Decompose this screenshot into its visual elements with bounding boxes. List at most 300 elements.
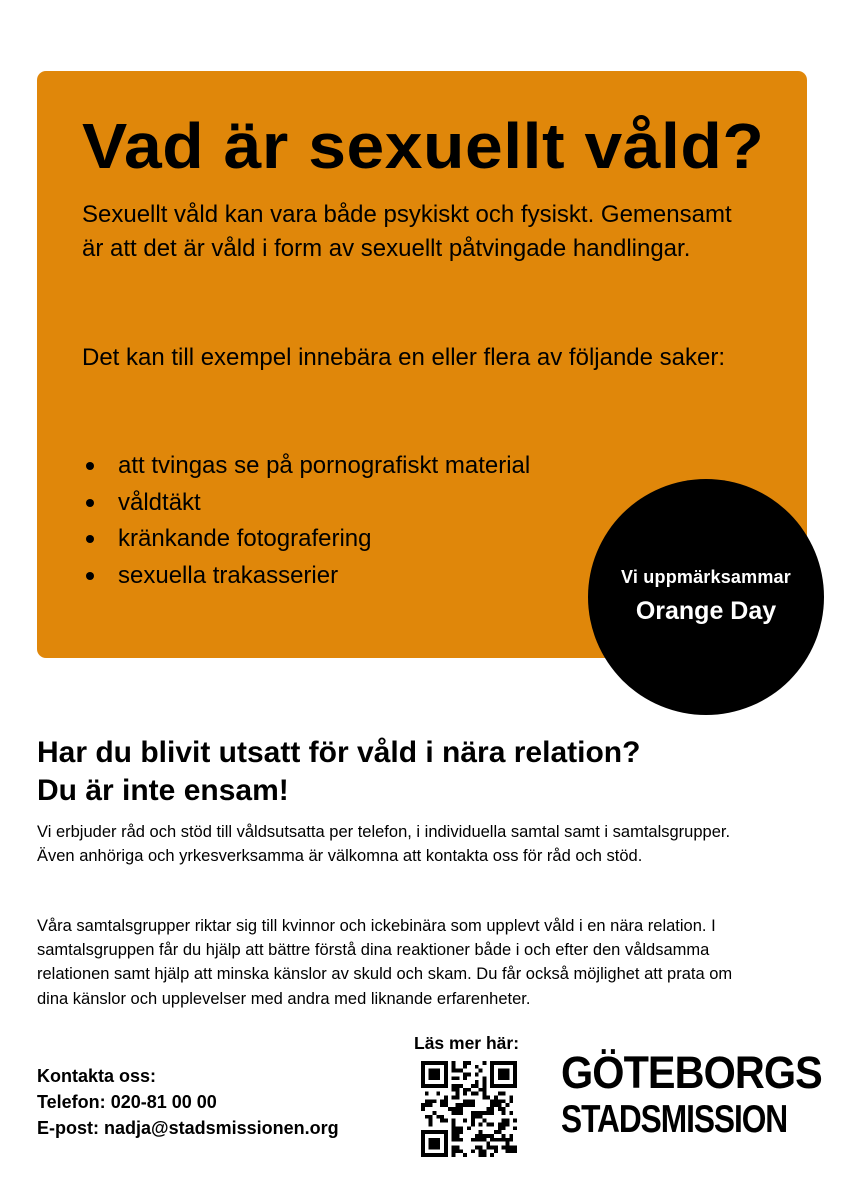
qr-module [509, 1096, 513, 1100]
qr-module [452, 1134, 456, 1138]
qr-module [471, 1122, 475, 1126]
qr-module [444, 1130, 448, 1134]
qr-module [513, 1145, 517, 1149]
qr-module [421, 1134, 425, 1138]
qr-module [456, 1145, 460, 1149]
qr-module [490, 1107, 494, 1111]
qr-module [513, 1069, 517, 1073]
qr-module [498, 1099, 502, 1103]
contact-phone-row [37, 1089, 339, 1115]
qr-module [433, 1138, 437, 1142]
list-item [82, 558, 642, 595]
list-item [82, 521, 642, 558]
qr-module [502, 1099, 506, 1103]
qr-module [456, 1096, 460, 1100]
email-label: E-post: [37, 1118, 99, 1138]
qr-module [471, 1099, 475, 1103]
qr-module [421, 1153, 425, 1157]
qr-module [479, 1111, 483, 1115]
qr-module [421, 1107, 425, 1111]
bullet-text: sexuella trakasserier [118, 561, 339, 589]
qr-module [444, 1096, 448, 1100]
qr-module [456, 1088, 460, 1092]
qr-module [475, 1134, 479, 1138]
qr-module [433, 1084, 437, 1088]
qr-module [436, 1076, 440, 1080]
qr-module [456, 1107, 460, 1111]
qr-module [444, 1073, 448, 1077]
qr-module [440, 1084, 444, 1088]
qr-module [436, 1115, 440, 1119]
qr-module [444, 1084, 448, 1088]
qr-module [505, 1061, 509, 1065]
qr-module [433, 1142, 437, 1146]
qr-module [490, 1084, 494, 1088]
qr-module [436, 1069, 440, 1073]
qr-module [429, 1145, 433, 1149]
qr-module [421, 1142, 425, 1146]
bullet-text: att tvingas se på pornografiskt material [118, 452, 531, 479]
qr-module [475, 1138, 479, 1142]
qr-module [429, 1115, 433, 1119]
qr-module [467, 1061, 471, 1065]
hero-paragraph-1: Sexuellt våld kan vara både psykiskt och fysiskt. Gemensamt är att det är våld i form av sexuellt påtvingade handlingar. [82, 201, 732, 262]
qr-module [463, 1119, 467, 1123]
qr-module [505, 1119, 509, 1123]
qr-module [444, 1119, 448, 1123]
qr-module [471, 1111, 475, 1115]
logo-line-2: STADSMISSION [561, 1096, 788, 1141]
qr-module [463, 1092, 467, 1096]
qr-module [471, 1103, 475, 1107]
qr-module [433, 1153, 437, 1157]
qr-module [482, 1061, 486, 1065]
qr-module [436, 1073, 440, 1077]
qr-module [463, 1153, 467, 1157]
qr-module [502, 1134, 506, 1138]
qr-module [456, 1138, 460, 1142]
qr-module [505, 1084, 509, 1088]
qr-module [471, 1149, 475, 1153]
qr-module [502, 1122, 506, 1126]
bullet-text: våldtäkt [118, 488, 201, 516]
qr-module [429, 1119, 433, 1123]
qr-module [433, 1073, 437, 1077]
bullet-icon [86, 499, 94, 507]
qr-module [490, 1069, 494, 1073]
qr-module [513, 1149, 517, 1153]
qr-module [513, 1084, 517, 1088]
logo-line-1: GÖTEBORGS [561, 1047, 822, 1098]
qr-module [479, 1130, 483, 1134]
qr-module [421, 1130, 425, 1134]
qr-module [482, 1076, 486, 1080]
qr-module [494, 1096, 498, 1100]
qr-module [456, 1103, 460, 1107]
qr-module [444, 1069, 448, 1073]
qr-module [479, 1122, 483, 1126]
qr-module [452, 1145, 456, 1149]
phone-label: Telefon: [37, 1092, 106, 1112]
qr-module [456, 1130, 460, 1134]
qr-module [490, 1076, 494, 1080]
qr-module [421, 1138, 425, 1142]
qr-module [494, 1138, 498, 1142]
qr-module [456, 1076, 460, 1080]
qr-module [471, 1115, 475, 1119]
orange-day-badge [588, 479, 824, 715]
qr-module [490, 1145, 494, 1149]
qr-module [505, 1142, 509, 1146]
section-paragraph-1: Vi erbjuder råd och stöd till våldsutsatta per telefon, i individuella samtal samt i samtalsgrupper. Även anhöriga och yrkesverksamma är välkomna att kontakta oss för råd och stöd. [37, 823, 731, 866]
qr-module [421, 1145, 425, 1149]
qr-module [482, 1111, 486, 1115]
qr-module [429, 1076, 433, 1080]
qr-module [471, 1119, 475, 1123]
qr-label: Läs mer här: [414, 1033, 520, 1053]
email-link[interactable]: nadja@stadsmissionen.org [104, 1118, 339, 1138]
qr-module [513, 1119, 517, 1123]
qr-module [498, 1107, 502, 1111]
qr-module [494, 1130, 498, 1134]
qr-module [463, 1073, 467, 1077]
hero-bullet-list [82, 448, 642, 594]
qr-module [498, 1076, 502, 1080]
qr-module [502, 1069, 506, 1073]
qr-module [513, 1061, 517, 1065]
hero-paragraph-2: Det kan till exempel innebära en eller flera av följande saker: [82, 344, 726, 371]
qr-module [444, 1149, 448, 1153]
qr-module [440, 1103, 444, 1107]
qr-module [482, 1134, 486, 1138]
qr-module [452, 1111, 456, 1115]
qr-module [475, 1080, 479, 1084]
qr-module [513, 1076, 517, 1080]
qr-module [509, 1111, 513, 1115]
goteborgs-stadsmission-logo [561, 1047, 842, 1141]
qr-module [482, 1084, 486, 1088]
qr-module [475, 1065, 479, 1069]
qr-module [456, 1134, 460, 1138]
qr-module [498, 1092, 502, 1096]
badge-line-1: Vi uppmärksammar [621, 567, 791, 587]
qr-module [429, 1122, 433, 1126]
qr-module [429, 1084, 433, 1088]
qr-module [421, 1084, 425, 1088]
qr-module [436, 1138, 440, 1142]
qr-module [509, 1084, 513, 1088]
qr-module [505, 1149, 509, 1153]
qr-module [513, 1065, 517, 1069]
qr-module [490, 1134, 494, 1138]
bullet-icon [86, 535, 94, 543]
qr-module [425, 1130, 429, 1134]
qr-module [498, 1138, 502, 1142]
qr-module [452, 1119, 456, 1123]
qr-module [459, 1069, 463, 1073]
qr-module [467, 1126, 471, 1130]
qr-module [459, 1149, 463, 1153]
qr-module [479, 1088, 483, 1092]
bullet-icon [86, 462, 94, 470]
section-heading [37, 734, 817, 810]
qr-module [498, 1103, 502, 1107]
qr-module [482, 1096, 486, 1100]
qr-code-icon[interactable] [421, 1061, 517, 1157]
qr-module [479, 1069, 483, 1073]
qr-module [444, 1099, 448, 1103]
qr-module [498, 1073, 502, 1077]
qr-module [513, 1073, 517, 1077]
qr-module [429, 1130, 433, 1134]
qr-module [467, 1073, 471, 1077]
qr-module [452, 1130, 456, 1134]
qr-module [471, 1138, 475, 1142]
qr-module [421, 1149, 425, 1153]
qr-module [502, 1138, 506, 1142]
qr-module [479, 1138, 483, 1142]
list-item [82, 448, 642, 485]
qr-module [421, 1069, 425, 1073]
qr-module [475, 1073, 479, 1077]
qr-module [452, 1096, 456, 1100]
qr-module [456, 1111, 460, 1115]
qr-module [444, 1142, 448, 1146]
qr-module [490, 1111, 494, 1115]
contact-block [37, 1063, 339, 1141]
qr-module [502, 1126, 506, 1130]
qr-module [505, 1103, 509, 1107]
qr-module [490, 1138, 494, 1142]
qr-module [463, 1099, 467, 1103]
qr-module [425, 1099, 429, 1103]
qr-module [440, 1061, 444, 1065]
qr-module [479, 1153, 483, 1157]
qr-module [505, 1138, 509, 1142]
bullet-icon [86, 572, 94, 580]
qr-module [482, 1138, 486, 1142]
qr-module [502, 1111, 506, 1115]
phone-link[interactable]: 020-81 00 00 [110, 1092, 217, 1112]
qr-module [490, 1061, 494, 1065]
qr-module [429, 1099, 433, 1103]
qr-module [444, 1134, 448, 1138]
qr-module [475, 1092, 479, 1096]
qr-module [456, 1084, 460, 1088]
qr-module [452, 1084, 456, 1088]
qr-module [505, 1122, 509, 1126]
qr-module [475, 1111, 479, 1115]
qr-module [425, 1092, 429, 1096]
qr-module [498, 1084, 502, 1088]
badge-line-2: Orange Day [635, 597, 777, 625]
qr-module [459, 1107, 463, 1111]
qr-module [494, 1061, 498, 1065]
qr-module [456, 1149, 460, 1153]
qr-module [475, 1145, 479, 1149]
qr-module [486, 1096, 490, 1100]
qr-module [486, 1142, 490, 1146]
qr-module [498, 1061, 502, 1065]
qr-module [509, 1099, 513, 1103]
qr-module [475, 1115, 479, 1119]
qr-module [482, 1092, 486, 1096]
qr-module [459, 1130, 463, 1134]
qr-module [436, 1142, 440, 1146]
qr-module [433, 1069, 437, 1073]
qr-module [463, 1065, 467, 1069]
bullet-text: kränkande fotografering [118, 525, 372, 552]
qr-module [494, 1145, 498, 1149]
qr-module [440, 1119, 444, 1123]
qr-module [494, 1103, 498, 1107]
qr-module [440, 1115, 444, 1119]
qr-module [482, 1153, 486, 1157]
qr-module [471, 1092, 475, 1096]
qr-module [490, 1153, 494, 1157]
qr-module [456, 1126, 460, 1130]
qr-module [467, 1088, 471, 1092]
qr-module [421, 1061, 425, 1065]
qr-module [452, 1065, 456, 1069]
qr-module [456, 1069, 460, 1073]
qr-module [463, 1088, 467, 1092]
qr-module [482, 1088, 486, 1092]
qr-module [444, 1065, 448, 1069]
qr-module [452, 1153, 456, 1157]
qr-module [502, 1073, 506, 1077]
section-paragraph-2: Våra samtalsgrupper riktar sig till kvinnor och ickebinära som upplevt våld i en nära relation. I samtalsgruppen får du hjälp att bättre förstå dina reaktioner både i och efter den våldsamma relationen samt hjälp att minska känslor av skuld och skam. Du får också möjlighet att prata om dina känslor och upplevelser med andra med liknande erfarenheter. [37, 917, 733, 1008]
qr-module [494, 1149, 498, 1153]
qr-module [433, 1099, 437, 1103]
qr-module [421, 1076, 425, 1080]
qr-module [471, 1084, 475, 1088]
qr-module [505, 1073, 509, 1077]
qr-module [429, 1138, 433, 1142]
qr-module [509, 1145, 513, 1149]
qr-module [436, 1061, 440, 1065]
qr-module [452, 1138, 456, 1142]
qr-module [433, 1111, 437, 1115]
contact-heading: Kontakta oss: [37, 1066, 157, 1086]
qr-module [425, 1153, 429, 1157]
qr-module [444, 1080, 448, 1084]
qr-module [459, 1103, 463, 1107]
qr-module [425, 1084, 429, 1088]
qr-module [452, 1107, 456, 1111]
qr-module [421, 1065, 425, 1069]
qr-module [490, 1080, 494, 1084]
qr-module [448, 1107, 452, 1111]
qr-module [502, 1092, 506, 1096]
qr-module [502, 1119, 506, 1123]
qr-module [486, 1111, 490, 1115]
qr-module [440, 1130, 444, 1134]
qr-module [425, 1103, 429, 1107]
qr-module [509, 1061, 513, 1065]
qr-module [452, 1126, 456, 1130]
qr-module [444, 1153, 448, 1157]
qr-module [436, 1130, 440, 1134]
qr-module [479, 1149, 483, 1153]
qr-module [502, 1076, 506, 1080]
qr-module [452, 1076, 456, 1080]
qr-module [482, 1080, 486, 1084]
qr-module [490, 1065, 494, 1069]
qr-module [459, 1111, 463, 1115]
qr-module [433, 1145, 437, 1149]
qr-module [502, 1061, 506, 1065]
qr-module [498, 1122, 502, 1126]
qr-module [421, 1080, 425, 1084]
qr-module [429, 1061, 433, 1065]
qr-module [444, 1145, 448, 1149]
qr-module [482, 1149, 486, 1153]
qr-module [452, 1122, 456, 1126]
qr-module [452, 1088, 456, 1092]
qr-module [436, 1092, 440, 1096]
qr-module [498, 1069, 502, 1073]
qr-module [421, 1073, 425, 1077]
qr-module [490, 1099, 494, 1103]
qr-module [467, 1103, 471, 1107]
qr-module [452, 1061, 456, 1065]
qr-module [463, 1076, 467, 1080]
qr-module [494, 1099, 498, 1103]
section-heading-line-2: Du är inte ensam! [37, 774, 289, 807]
qr-module [459, 1084, 463, 1088]
qr-module [429, 1073, 433, 1077]
qr-module [433, 1061, 437, 1065]
qr-module [452, 1069, 456, 1073]
qr-module [463, 1103, 467, 1107]
page-title: Vad är sexuellt våld? [82, 110, 765, 182]
qr-module [513, 1126, 517, 1130]
qr-module [486, 1145, 490, 1149]
qr-module [494, 1084, 498, 1088]
qr-module [459, 1126, 463, 1130]
qr-module [505, 1076, 509, 1080]
qr-module [509, 1149, 513, 1153]
qr-module [463, 1061, 467, 1065]
qr-module [429, 1142, 433, 1146]
qr-module [498, 1126, 502, 1130]
qr-module [509, 1134, 513, 1138]
qr-module [479, 1115, 483, 1119]
qr-module [502, 1084, 506, 1088]
qr-module [486, 1134, 490, 1138]
qr-module [436, 1084, 440, 1088]
contact-email-row [37, 1115, 339, 1141]
qr-module [440, 1099, 444, 1103]
qr-module [486, 1122, 490, 1126]
qr-module [452, 1149, 456, 1153]
qr-module [436, 1145, 440, 1149]
qr-module [475, 1084, 479, 1088]
qr-module [429, 1069, 433, 1073]
qr-module [429, 1103, 433, 1107]
list-item [82, 485, 642, 522]
qr-module [490, 1122, 494, 1126]
qr-module [467, 1099, 471, 1103]
qr-module [505, 1145, 509, 1149]
qr-module [509, 1138, 513, 1142]
qr-module [486, 1107, 490, 1111]
qr-module [444, 1103, 448, 1107]
qr-module [513, 1080, 517, 1084]
qr-module [490, 1103, 494, 1107]
qr-module [502, 1145, 506, 1149]
